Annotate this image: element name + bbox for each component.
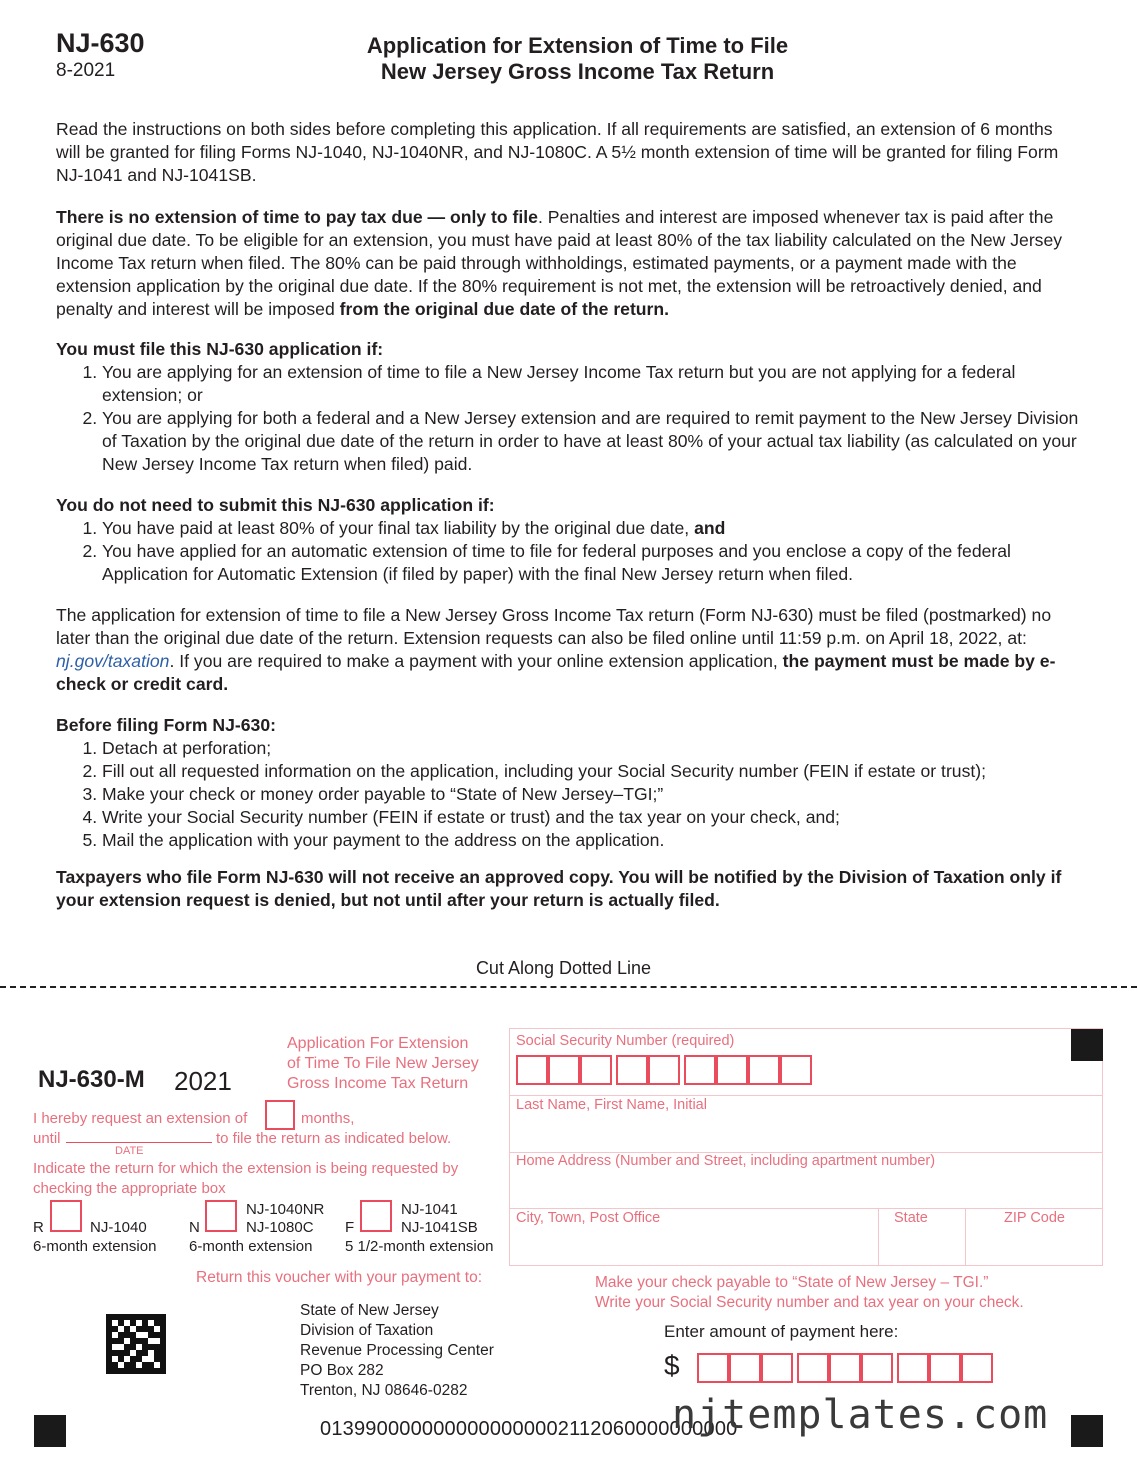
option-code-n: N (189, 1219, 200, 1236)
checkbox-nj1040[interactable] (50, 1200, 82, 1232)
city-label: City, Town, Post Office (516, 1210, 661, 1226)
date-label: DATE (115, 1145, 144, 1157)
voucher-app-title (287, 1034, 479, 1094)
until-label: until (33, 1130, 61, 1147)
name-field[interactable] (510, 1116, 1100, 1150)
taxation-link[interactable]: nj.gov/taxation (56, 651, 170, 671)
payment-paragraph (56, 206, 1081, 321)
before-filing-item: 3. Make your check or money order payable to “State of New Jersey–TGI;” (102, 783, 1081, 806)
address-line: Division of Taxation (300, 1322, 434, 1339)
zip-label: ZIP Code (1004, 1210, 1065, 1226)
ssn-input[interactable] (516, 1055, 812, 1087)
dollar-sign: $ (664, 1350, 680, 1381)
state-label: State (894, 1210, 928, 1226)
ssn-digit-box[interactable] (616, 1055, 648, 1085)
state-field[interactable] (880, 1229, 964, 1263)
address-line: State of New Jersey (300, 1302, 439, 1319)
before-filing-item: 1. Detach at perforation; (102, 737, 1081, 760)
before-filing-item: 5. Mail the application with your payment to the address on the application. (102, 829, 1081, 852)
ssn-digit-box[interactable] (684, 1055, 716, 1085)
months-input-box[interactable] (265, 1100, 295, 1130)
ssn-digit-box[interactable] (548, 1055, 580, 1085)
registration-mark (1071, 1415, 1103, 1447)
option-desc-r: 6-month extension (33, 1238, 157, 1255)
no-need-item: 2. You have applied for an automatic extension of time to file for federal purposes and you enclose a copy of the federal Application for Automatic Extension (if filed by paper) with the final New Jersey return when filed. (102, 540, 1081, 586)
registration-mark (1071, 1029, 1103, 1061)
payable-instructions (595, 1273, 1024, 1313)
watermark: njtemplates.com (672, 1392, 1049, 1438)
no-need-item-1-text: You have paid at least 80% of your final tax liability by the original due date, (102, 518, 690, 538)
intro-text: Read the instructions on both sides before completing this application. If all requirements are satisfied, an extension of 6 months will be granted for filing Forms NJ-1040, NJ-1040NR, and NJ-1080C. A 5½ month extension of time will be granted for filing Form NJ-1041 and NJ-1041SB. (56, 119, 1059, 185)
no-need-section (56, 494, 1081, 586)
amount-digit-box[interactable] (861, 1353, 893, 1383)
grid-divider (965, 1208, 966, 1266)
before-filing-item: 4. Write your Social Security number (FEIN if estate or trust) and the tax year on your check, and; (102, 806, 1081, 829)
app-title-line: Gross Income Tax Return (287, 1075, 469, 1092)
no-need-heading: You do not need to submit this NJ-630 application if: (56, 495, 495, 515)
option-form-nj1041: NJ-1041 (401, 1201, 458, 1218)
amount-label: Enter amount of payment here: (664, 1322, 899, 1341)
form-id: NJ-630 (56, 28, 145, 58)
must-file-section (56, 338, 1081, 476)
cut-label: Cut Along Dotted Line (475, 958, 652, 978)
payment-bold-end: from the original due date of the return. (339, 299, 670, 319)
intro-paragraph (56, 118, 1081, 187)
must-file-item: 2. You are applying for both a federal and a New Jersey extension and are required to remit payment to the New Jersey Division of Taxation by the original due date of the return in order to have at least 80% of your actual tax liability (as calculated on your New Jersey Income Tax return when filed) paid. (102, 407, 1081, 476)
ssn-digit-box[interactable] (516, 1055, 548, 1085)
form-revision: 8-2021 (56, 60, 116, 81)
amount-digit-box[interactable] (697, 1353, 729, 1383)
perforation-line (0, 986, 1137, 988)
payment-middle: . Penalties and interest are imposed whenever tax is paid after the original due date. To be eligible for an extension, you must have paid at least 80% of the tax liability calculated on the New Jersey Income Tax return when filed. The 80% can be paid through withholdings, estimated payments, or a payment made with the extension application by the original due date. If the 80% requirement is not met, the extension will be retroactively denied, and penalty and interest will be imposed (56, 207, 1063, 319)
address-line: Revenue Processing Center (300, 1342, 494, 1359)
voucher-form-id: NJ-630-M (38, 1066, 145, 1093)
option-form-nj1040nr: NJ-1040NR (246, 1201, 325, 1218)
voucher-year: 2021 (174, 1066, 232, 1096)
address-line: PO Box 282 (300, 1362, 384, 1379)
app-title-line: of Time To File New Jersey (287, 1055, 479, 1072)
zip-field[interactable] (967, 1229, 1101, 1263)
ssn-digit-box[interactable] (580, 1055, 612, 1085)
amount-digit-box[interactable] (829, 1353, 861, 1383)
indicate-text: Indicate the return for which the extension is being requested by checking the appropriate box (33, 1160, 459, 1197)
amount-digit-box[interactable] (761, 1353, 793, 1383)
before-filing-heading: Before filing Form NJ-630: (56, 715, 276, 735)
ssn-digit-box[interactable] (648, 1055, 680, 1085)
must-file-item: 1. You are applying for an extension of time to file a New Jersey Income Tax return but you are not applying for a federal extension; or (102, 361, 1081, 407)
payable-line-1: Make your check payable to “State of New Jersey – TGI.” (595, 1274, 989, 1291)
grid-divider (509, 1095, 1103, 1096)
no-need-item-1-and: and (694, 518, 726, 538)
city-field[interactable] (510, 1229, 876, 1263)
months-label: months, (301, 1110, 355, 1127)
online-bold: the payment must be made by e-check or credit card. (56, 651, 1056, 694)
online-paragraph (56, 604, 1081, 696)
option-form-nj1080c: NJ-1080C (246, 1219, 314, 1236)
option-code-r: R (33, 1219, 44, 1236)
before-filing-item: 2. Fill out all requested information on the application, including your Social Security number (FEIN if estate or trust); (102, 760, 1081, 783)
registration-mark (34, 1415, 66, 1447)
grid-divider (509, 1208, 1103, 1209)
ssn-digit-box[interactable] (748, 1055, 780, 1085)
grid-divider (509, 1028, 1103, 1029)
must-file-heading: You must file this NJ-630 application if: (56, 339, 384, 359)
date-input-line[interactable] (66, 1142, 212, 1143)
ssn-label: Social Security Number (required) (516, 1033, 735, 1049)
amount-digit-box[interactable] (929, 1353, 961, 1383)
grid-divider (878, 1208, 879, 1266)
option-desc-n: 6-month extension (189, 1238, 313, 1255)
form-title (290, 33, 865, 85)
amount-digit-box[interactable] (897, 1353, 929, 1383)
name-label: Last Name, First Name, Initial (516, 1097, 707, 1113)
request-text: I hereby request an extension of (33, 1110, 248, 1127)
notice-paragraph: Taxpayers who file Form NJ-630 will not receive an approved copy. You will be notified by the Division of Taxation only if your extension request is denied, but not until after your return is actually filed. (56, 867, 1062, 910)
checkbox-nj1041[interactable] (360, 1200, 392, 1232)
scanline-number: 0139900000000000000002112060000000000 (320, 1418, 738, 1440)
payment-bold-start: There is no extension of time to pay tax due — only to file (56, 207, 538, 227)
option-desc-f: 5 1/2-month extension (345, 1238, 494, 1255)
grid-divider (509, 1265, 1103, 1266)
return-label: Return this voucher with your payment to: (196, 1269, 483, 1286)
online-text-1: The application for extension of time to file a New Jersey Gross Income Tax return (Form NJ-630) must be filed (postmarked) no later than the original due date of the return. Extension requests can also be filed online until 11:59 p.m. on April 18, 2022, at: (56, 605, 1052, 648)
amount-digit-box[interactable] (961, 1353, 993, 1383)
payable-line-2: Write your Social Security number and tax year on your check. (595, 1294, 1024, 1311)
app-title-line: Application For Extension (287, 1035, 469, 1052)
title-line-2: New Jersey Gross Income Tax Return (380, 59, 775, 84)
ssn-digit-box[interactable] (780, 1055, 812, 1085)
amount-input[interactable] (697, 1353, 993, 1385)
until-after-text: to file the return as indicated below. (216, 1130, 452, 1147)
amount-digit-box[interactable] (729, 1353, 761, 1383)
address-label: Home Address (Number and Street, including apartment number) (516, 1153, 936, 1169)
title-line-1: Application for Extension of Time to File (366, 33, 789, 58)
option-form-nj1041sb: NJ-1041SB (401, 1219, 478, 1236)
online-text-2: . If you are required to make a payment with your online extension application, (169, 651, 783, 671)
option-form-nj1040: NJ-1040 (90, 1219, 147, 1236)
datamatrix-barcode (106, 1314, 166, 1374)
amount-digit-box[interactable] (797, 1353, 829, 1383)
no-need-item (102, 517, 1081, 540)
address-field[interactable] (510, 1172, 1100, 1206)
mailing-address (300, 1301, 494, 1401)
before-filing-section (56, 714, 1081, 852)
ssn-digit-box[interactable] (716, 1055, 748, 1085)
address-line: Trenton, NJ 08646-0282 (300, 1382, 468, 1399)
option-code-f: F (345, 1219, 355, 1236)
grid-divider (1102, 1028, 1103, 1266)
checkbox-nj1040nr[interactable] (205, 1200, 237, 1232)
